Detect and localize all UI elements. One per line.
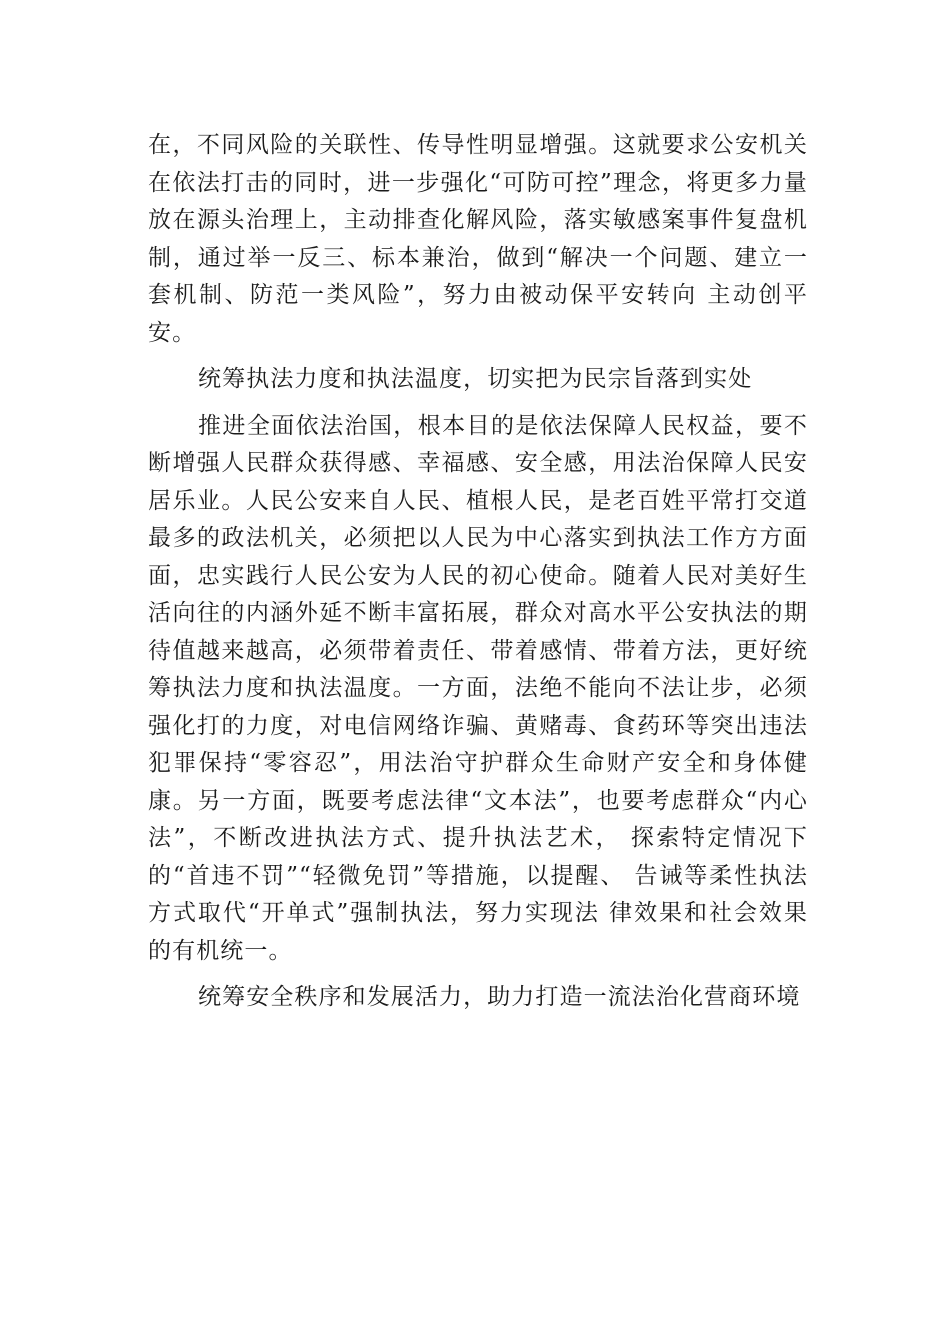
document-body bbox=[148, 127, 808, 1017]
continued-paragraph: 在，不同风险的关联性、传导性明显增强。这就要求公安机关在依法打击的同时，进一步强化“可防可控”理念，将更多力量放在源头治理上，主动排查化解风险，落实敏感案事件复盘机制，通过举一反三、标本兼治，做到“解决一个问题、建立一套机制、防范一类风险”，努力由被动保平安转向 主动创平安。 bbox=[148, 132, 808, 346]
section-heading-1: 统筹执法力度和执法温度，切实把为民宗旨落到实处 bbox=[198, 366, 753, 392]
section-heading-2: 统筹安全秩序和发展活力，助力打造一流法治化营商环境 bbox=[198, 984, 801, 1010]
body-paragraph-1: 推进全面依法治国，根本目的是依法保障人民权益，要不断增强人民群众获得感、幸福感、安全感，用法治保障人民安居乐业。人民公安来自人民、植根人民，是老百姓平常打交道最多的政法机关，必须把以人民为中心落实到执法工作方方面面，忠实践行人民公安为人民的初心使命。随着人民对美好生活向往的内涵外延不断丰富拓展，群众对高水平公安执法的期待值越来越高，必须带着责任、带着感情、带着方法，更好统筹执法力度和执法温度。一方面，法绝不能向不法让步，必须强化打的力度，对电信网络诈骗、黄赌毒、食药环等突出违法犯罪保持“零容忍”，用法治守护群众生命财产安全和身体健康。另一方面，既要考虑法律“文本法”，也要考虑群众“内心法”，不断改进执法方式、提升执法艺术， 探索特定情况下的“首违不罚”“轻微免罚”等措施，以提醒、 告诫等柔性执法方式取代“开单式”强制执法，努力实现法 律效果和社会效果的有机统一。 bbox=[148, 412, 808, 964]
